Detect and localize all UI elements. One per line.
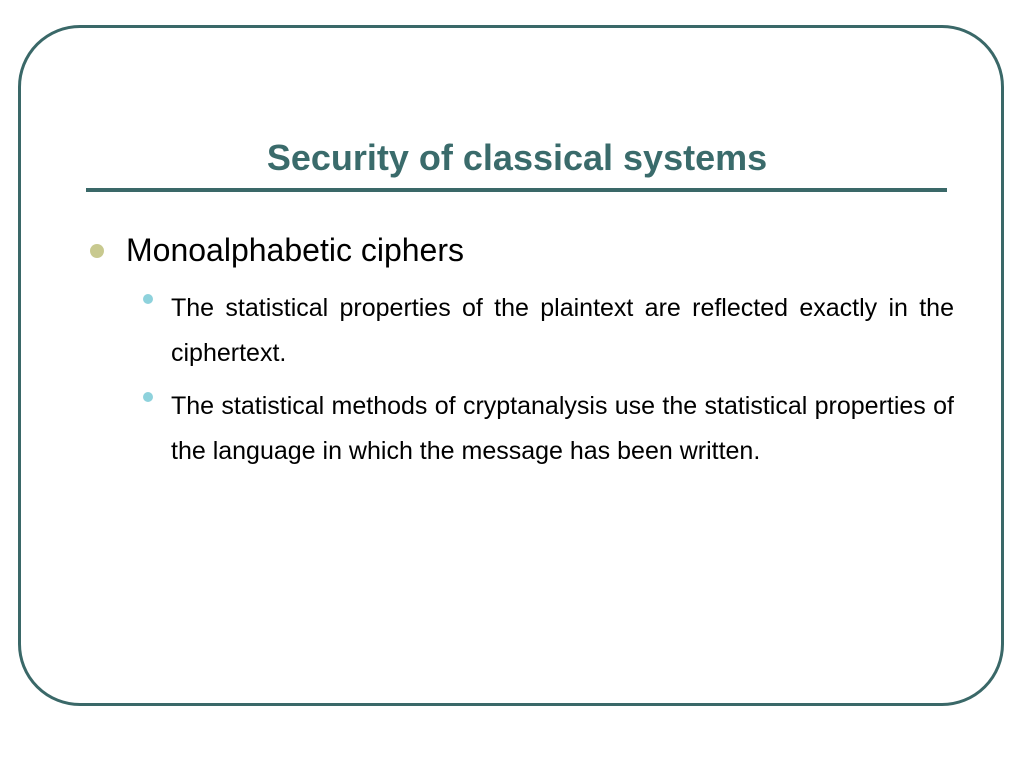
sub-bullet-list xyxy=(140,286,954,482)
sub-bullet-item xyxy=(140,384,954,474)
title-underline xyxy=(86,188,947,192)
bullet-text: Monoalphabetic ciphers xyxy=(126,232,464,268)
sub-bullet-dot-icon xyxy=(143,294,153,304)
sub-bullet-text: The statistical methods of cryptanalysis use the statistical properties of the language in which the message has been written. xyxy=(171,392,954,465)
sub-bullet-text: The statistical properties of the plaintext are reflected exactly in the ciphertext. xyxy=(171,294,954,367)
bullet-dot-icon xyxy=(90,244,104,258)
slide-title: Security of classical systems xyxy=(266,137,768,178)
sub-bullet-item xyxy=(140,286,954,376)
sub-bullet-dot-icon xyxy=(143,392,153,402)
